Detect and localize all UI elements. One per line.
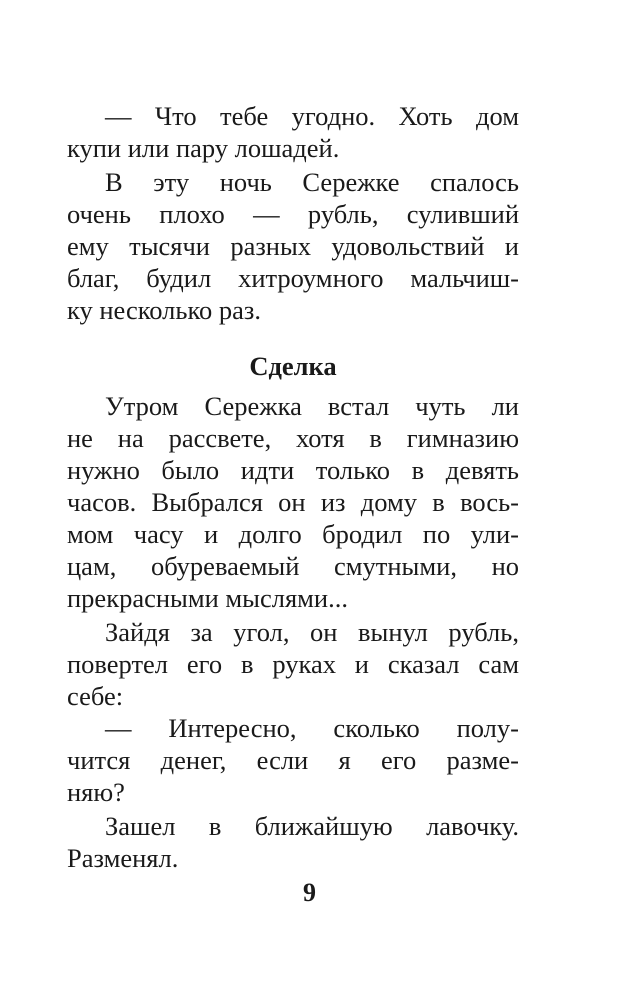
text-line: ему тысячи разных удовольствий и <box>67 231 519 261</box>
text-line: Утром Сережка встал чуть ли <box>105 391 519 421</box>
text-line: цам, обуреваемый смутными, но <box>67 551 519 581</box>
text-line: Зашел в ближайшую лавочку. <box>105 811 519 841</box>
text-line: нужно было идти только в девять <box>67 455 519 485</box>
text-line: чится денег, если я его разме- <box>67 745 519 775</box>
text-line: — Что тебе угодно. Хоть дом <box>105 101 519 131</box>
text-line: мом часу и долго бродил по ули- <box>67 519 519 549</box>
text-line: благ, будил хитроумного мальчиш- <box>67 263 519 293</box>
text-line: Разменял. <box>67 843 179 873</box>
text-line: прекрасными мыслями... <box>67 583 348 613</box>
text-line: В эту ночь Сережке спалось <box>105 167 519 197</box>
text-line: часов. Выбрался он из дому в вось- <box>67 487 519 517</box>
text-line: себе: <box>67 681 124 711</box>
text-line: ку несколько раз. <box>67 295 261 325</box>
text-line: няю? <box>67 777 125 807</box>
text-line: не на рассвете, хотя в гимназию <box>67 423 519 453</box>
text-line: — Интересно, сколько полу- <box>105 713 519 743</box>
text-line: купи или пару лошадей. <box>67 133 340 163</box>
section-title: Сделка <box>249 351 337 381</box>
page-number: 9 <box>303 878 316 907</box>
text-line: повертел его в руках и сказал сам <box>67 649 519 679</box>
text-line: Зайдя за угол, он вынул рубль, <box>105 617 519 647</box>
text-line: очень плохо — рубль, суливший <box>67 199 519 229</box>
